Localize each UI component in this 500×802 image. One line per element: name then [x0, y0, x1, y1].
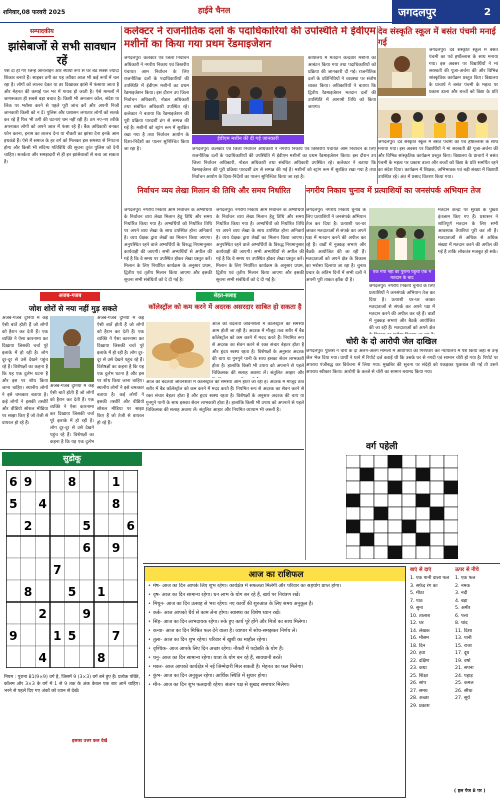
sudoku-cell	[79, 470, 94, 492]
crossword-cell[interactable]	[374, 507, 388, 520]
crossword-cell[interactable]	[360, 533, 374, 546]
sudoku-cell	[79, 624, 94, 646]
ajab-body: अजब-गजब दुनिया में कई ऐसी बातें होती हैं जो लोगों को हैरान कर देती हैं। एक व्यक्ति ने ऐसा कारनामा कर दिखाया जिसकी चर्चा पूरे इलाके में हो रही है। लोग दूर-दूर से उसे देखने पहुंच रहे हैं। विशेषज्ञों का कहना है कि यह एक दुर्लभ घटना है और इस पर शोध किया जाना चाहिए। स्थानीय लोगों ने इसे चमत्कार बताया है। कई लोगों ने इसकी तस्वीरें और वीडियो सोशल मीडिया पर साझा किए हैं जो तेजी से वायरल हो रहे हैं।	[2, 316, 48, 426]
sudoku-cell	[109, 646, 124, 668]
campaign-headline: नगरीय निकाय चुनाव में प्रत्याशियों का जनसंपर्क अभियान तेज	[306, 186, 481, 195]
health-photo-ginger	[146, 322, 210, 378]
sudoku-cell	[50, 470, 65, 492]
crossword-cell[interactable]	[360, 481, 374, 494]
sudoku-cell	[50, 602, 65, 624]
campaign-photo-caption: एक गया नहीं की पुराना पहुंचा एक में मतदान के बाद	[369, 270, 435, 282]
page-number: 2	[484, 7, 491, 18]
sudoku-cell	[123, 536, 138, 558]
crossword-cell[interactable]	[374, 546, 388, 559]
lead-body: जगदलपुर। कलेक्टर एवं जिला निर्वाचन अधिकारी ने नगरीय निकाय एवं त्रिस्तरीय पंचायत आम निर्वाचन के लिए राजनीतिक दलों के पदाधिकारियों की उपस्थिति में ईवीएम मशीनों का प्रथम रेंडमाइजेशन किया। इस दौरान उप जिला निर्वाचन अधिकारी, नोडल अधिकारी तथा संबंधित अधिकारी उपस्थित रहे। कलेक्टर ने बताया कि रेंडमाइजेशन की पूरी प्रक्रिया पारदर्शी ढंग से सम्पन्न की गई है। मशीनों को स्ट्रांग रूम में सुरक्षित रखा गया है तथा निर्वाचन आयोग के दिशा-निर्देशों का पालन सुनिश्चित किया जा रहा है।	[124, 56, 189, 152]
crossword-clue: 6. पत्ता	[455, 613, 469, 619]
sudoku-cell	[35, 558, 50, 580]
clues-answer-note: ( हल पेज 8 पर )	[454, 789, 486, 794]
bullet-icon: •	[148, 609, 151, 616]
school-body: जगदलपुर। देव संस्कृति स्कूल में बसंत पंचमी का पर्व हर्षोल्लास के साथ मनाया गया। इस अवसर पर विद्यार्थियों ने मां सरस्वती की पूजा-अर्चना की और विभिन्न सांस्कृतिक कार्यक्रम प्रस्तुत किए। विद्यालय के प्राचार्य ने बसंत पंचमी के महत्व पर प्रकाश डाला और बच्चों को विद्या के प्रति	[429, 48, 498, 95]
crossword-clue: 19. वर्षा	[455, 658, 471, 664]
crossword-cell[interactable]	[388, 468, 402, 481]
crossword-cell[interactable]	[430, 507, 444, 520]
sudoku-digit: 4	[38, 496, 47, 511]
sudoku-cell	[35, 514, 50, 536]
sudoku-digit: 5	[67, 584, 77, 599]
sudoku-cell	[94, 536, 109, 558]
sudoku-digit: 6	[126, 518, 135, 533]
crossword-clue: 18. दिन	[410, 643, 426, 649]
rashifal-line: • कुंभ- आज का दिन अनुकूल रहेगा। आर्थिक स्थिति में सुधार होगा।	[148, 672, 268, 679]
bullet-icon: •	[148, 583, 151, 589]
crossword-cell[interactable]	[388, 546, 402, 559]
election-headline: निर्वाचन व्यय लेखा मिलान की तिथि और समय निर्धारित	[137, 186, 291, 195]
rashifal-line: • मेष- आज का दिन आपके लिए शुभ रहेगा। कार्यक्षेत्र में सफलता मिलेगी और परिवार का सहयोग प्राप्त होगा।	[148, 583, 342, 589]
crossword-cell[interactable]	[360, 520, 374, 533]
crossword-clue: 1. एक पानी वाला फल	[410, 576, 450, 581]
sudoku-section	[2, 452, 142, 752]
crossword-cell[interactable]	[346, 533, 360, 546]
sudoku-cell	[79, 492, 94, 514]
sudoku-cell	[94, 492, 109, 514]
theft-body: जगदलपुर। पुलिस ने चोरी के दो अलग-अलग मामलों में आरोपियों को गिरफ्तार कर न्यायालय में पेश किया जहां से उन्हें जेल भेज दिया गया। प्रार्थी ने थाने में रिपोर्ट दर्ज कराई थी कि उसके घर से नगदी एवं सामान चोरी हो गया है। रिपोर्ट पर अपराध पंजीबद्ध कर विवेचना में लिया गया। मुखबिर की सूचना पर संदेही को पकड़कर पूछताछ की गई तो उसने अपराध स्वीकार किया। आरोपी के कब्जे से चोरी का सामान बरामद किया गया।	[306, 349, 498, 375]
crossword-clues	[410, 566, 498, 798]
sudoku-rules: नियम : पुराना 81(9×9) वर्ग है, जिसमें 9 (3×3) वर्ग बने हुए हैं। प्रत्येक पंक्ति, कॉलम और 3×3 के वर्ग में 1 से 9 तक के अंक केवल एक बार आने चाहिए। भरने से पहले दिए गए अंकों को ध्यान से देखें।	[4, 675, 140, 695]
school-story	[378, 26, 498, 184]
sudoku-cell	[50, 646, 65, 668]
sudoku-cell	[109, 558, 124, 580]
crossword-cell[interactable]	[388, 481, 402, 494]
crossword-clue: 8. चांद	[455, 621, 468, 627]
sudoku-cell	[35, 580, 50, 602]
school-photo	[378, 48, 426, 96]
bullet-icon: •	[148, 591, 151, 598]
sudoku-cell	[109, 580, 124, 602]
campaign-body: जगदलपुर। नगरीय निकाय चुनाव के लिए प्रत्याशियों ने जनसंपर्क अभियान तेज कर दिया है। प्रत्याशी घर-घर जाकर मतदाताओं से संपर्क कर अपने पक्ष में मतदान करने की अपील कर रहे हैं। वार्डों में नुक्कड़ सभाएं और बैठकें आयोजित की जा रही हैं। मतदाताओं को अपने क्षेत्र के विकास का भरोसा दिलाया जा रहा है। चुनाव प्रचार के अंतिम दिनों में सभी दलों ने अपनी पूरी ताकत झोंक दी है।	[306, 208, 366, 283]
sudoku-cell	[65, 492, 80, 514]
sudoku-digit: 5	[82, 518, 91, 533]
clues-down-list	[455, 575, 498, 787]
crossword-clue: 27. समय	[410, 688, 428, 694]
sudoku-digit: 8	[23, 584, 33, 599]
sudoku-digit: 5	[67, 628, 77, 643]
crossword-section	[306, 441, 498, 561]
crossword-cell[interactable]	[444, 520, 458, 533]
crossword-cell[interactable]	[360, 455, 374, 468]
rashifal-line: • मकर- आज आपको कार्यक्षेत्र में नई जिम्मेदारी मिल सकती है। मेहनत का फल मिलेगा।	[148, 663, 304, 670]
sudoku-cell	[123, 624, 138, 646]
crossword-cell[interactable]	[402, 533, 416, 546]
crossword-cell[interactable]	[346, 546, 360, 559]
crossword-clue: 24. पहाड़	[455, 673, 473, 679]
crossword-cell[interactable]	[388, 507, 402, 520]
bullet-icon: •	[148, 681, 151, 688]
crossword-clue: 11. दिशा	[455, 628, 473, 634]
crossword-cell[interactable]	[430, 546, 444, 559]
ajab-gajab-section	[2, 292, 144, 447]
crossword-clue: 29. प्रकाश	[410, 703, 430, 709]
sudoku-cell	[21, 624, 36, 646]
bullet-icon: •	[148, 618, 151, 625]
crossword-clue: 23. कथा	[410, 666, 427, 672]
theft-story	[306, 336, 498, 439]
crossword-cell[interactable]	[444, 507, 458, 520]
theft-headline: चोरी के दो आरोपी जेल दाखिल	[346, 337, 437, 346]
sudoku-digit: 2	[38, 606, 47, 621]
election-story	[124, 182, 304, 286]
lead-photo	[192, 56, 304, 134]
sudoku-digit: 6	[9, 474, 18, 489]
crossword-cell[interactable]	[402, 546, 416, 559]
crossword-cell[interactable]	[416, 494, 430, 507]
crossword-clue: 25. शिक्षा	[410, 673, 428, 679]
school-headline: देव संस्कृति स्कूल में बसंत पंचमी मनाई गई	[378, 26, 496, 47]
sudoku-cell	[79, 580, 94, 602]
rashifal-line: • धनु- आज का दिन सामान्य रहेगा। यात्रा के योग बन रहे हैं, सावधानी बरतें।	[148, 654, 283, 661]
sudoku-cell	[65, 536, 80, 558]
masthead-paper-name: हाईवे चैनल	[198, 6, 231, 15]
crossword-cell[interactable]	[346, 455, 360, 468]
masthead-city: जगदलपुर	[398, 6, 437, 19]
bullet-icon: •	[148, 636, 151, 643]
crossword-cell[interactable]	[360, 507, 374, 520]
sudoku-cell	[94, 470, 109, 492]
crossword-cell[interactable]	[374, 533, 388, 546]
crossword-label: वर्ग पहेली	[366, 442, 398, 452]
lead-body-continued: जगदलपुर। कलेक्टर एवं जिला निर्वाचन अधिकारी ने नगरीय निकाय एवं त्रिस्तरीय पंचायत आम निर्वाचन के लिए राजनीतिक दलों के पदाधिकारियों की उपस्थिति में ईवीएम मशीनों का प्रथम रेंडमाइजेशन किया। इस दौरान उप जिला निर्वाचन अधिकारी, नोडल अधिकारी तथा संबंधित अधिकारी उपस्थित रहे। कलेक्टर ने बताया कि रेंडमाइजेशन की पूरी प्रक्रिया पारदर्शी ढंग से सम्पन्न की गई है। मशीनों को स्ट्रांग रूम में सुरक्षित रखा गया है तथा निर्वाचन आयोग के दिशा-निर्देशों का पालन सुनिश्चित किया जा रहा है।	[192, 147, 376, 180]
crossword-clue: 28. अच्छा	[410, 696, 429, 702]
sudoku-digit: 8	[111, 496, 121, 511]
rashifal-line: • कर्क- आज आपको धैर्य से काम लेना होगा। स्वास्थ्य का विशेष ध्यान रखें।	[148, 609, 281, 616]
sudoku-digit: 2	[23, 518, 33, 533]
sudoku-cell	[109, 602, 124, 624]
sudoku-cell	[50, 536, 65, 558]
sudoku-cell	[123, 470, 138, 492]
clues-across-list	[410, 575, 454, 787]
bullet-icon: •	[148, 654, 151, 661]
sudoku-digit: 4	[38, 650, 47, 665]
crossword-cell[interactable]	[346, 494, 360, 507]
crossword-cell[interactable]	[346, 507, 360, 520]
crossword-clue: 13. पानी	[455, 636, 472, 642]
sudoku-digit: 1	[97, 584, 106, 599]
crossword-cell[interactable]	[416, 481, 430, 494]
crossword-cell[interactable]	[444, 546, 458, 559]
sudoku-cell	[94, 514, 109, 536]
crossword-clue: 22. दक्षिण	[410, 658, 430, 664]
crossword-cell[interactable]	[444, 494, 458, 507]
sudoku-cell	[123, 580, 138, 602]
crossword-cell[interactable]	[416, 533, 430, 546]
campaign-photo	[369, 208, 435, 270]
sudoku-cell	[65, 558, 80, 580]
crossword-clue: 20. हवा	[410, 651, 426, 657]
crossword-cell[interactable]	[374, 455, 388, 468]
health-section	[146, 292, 304, 447]
crossword-clue: 7. पाठ	[410, 598, 423, 604]
crossword-cell[interactable]	[402, 494, 416, 507]
health-headline: कॉलेस्ट्रॉल को कम करने में अदरक असरदार साबित हो सकता है	[148, 303, 302, 311]
bullet-icon: •	[148, 663, 151, 670]
crossword-cell[interactable]	[430, 468, 444, 481]
rashifal-label: आज का राशिफल	[145, 567, 406, 581]
sudoku-cell	[94, 624, 109, 646]
crossword-cell[interactable]	[444, 468, 458, 481]
crossword-cell[interactable]	[402, 520, 416, 533]
sudoku-cell	[79, 558, 94, 580]
crossword-clue: 3. सफ़ेद रंग का	[410, 583, 438, 589]
lead-body-col3: कार्यालय में मतदान केन्द्रवार मशीनों का आबंटन किया गया तथा पदाधिकारियों को प्रक्रिया की जानकारी दी गई। राजनीतिक दलों के प्रतिनिधियों ने व्यवस्था पर संतोष व्यक्त किया। अधिकारियों ने बताया कि द्वितीय रेंडमाइजेशन मतदान दलों की उपस्थिति में आगामी तिथि को किया जाएगा।	[308, 56, 376, 110]
masthead-edition	[392, 0, 500, 24]
crossword-cell[interactable]	[416, 520, 430, 533]
rashifal-line: • कन्या- आज का दिन मिश्रित फल देने वाला है। व्यापार में सोच-समझकर निर्णय लें।	[148, 627, 298, 634]
rashifal-list	[148, 583, 404, 797]
sudoku-cell	[35, 536, 50, 558]
campaign-story	[306, 186, 498, 334]
sudoku-digit: 9	[9, 628, 18, 643]
sudoku-cell	[123, 558, 138, 580]
sudoku-cell	[6, 580, 21, 602]
sudoku-digit: 9	[23, 474, 33, 489]
crossword-clue: 21. सपना	[455, 666, 474, 672]
campaign-body-col3: मतदान केन्द्रों पर सुरक्षा के पुख्ता इंतजाम किए गए हैं। प्रशासन ने शांतिपूर्ण मतदान के लिए सभी आवश्यक तैयारियां पूरी कर ली हैं। मतदाताओं से अधिक से अधिक संख्या में मतदान करने की अपील की गई है ताकि लोकतंत्र मजबूत हो सके।	[438, 208, 498, 255]
school-body-continued: जगदलपुर। देव संस्कृति स्कूल में बसंत पंचमी का पर्व हर्षोल्लास के साथ मनाया गया। इस अवसर पर विद्यार्थियों ने मां सरस्वती की पूजा-अर्चना की और विभिन्न सांस्कृतिक कार्यक्रम प्रस्तुत किए। विद्यालय के प्राचार्य ने बसंत पंचमी के महत्व पर प्रकाश डाला और बच्चों को विद्या के प्रति समर्पित रहने का संदेश दिया। कार्यक्रम में शिक्षक, अभिभावक एवं बड़ी संख्या में विद्यार्थी उपस्थित रहे। अंत में प्रसाद वितरण किया गया।	[378, 140, 498, 180]
election-body: जगदलपुर। नगरीय निकाय आम निर्वाचन के अभ्यर्थियों के निर्वाचन व्यय लेखा मिलान हेतु तिथि और समय निर्धारित किया गया है। अभ्यर्थियों को निर्धारित तिथि पर अपने व्यय लेखा के साथ उपस्थित होना अनिवार्य है। व्यय प्रेक्षक द्वारा लेखों का मिलान किया जाएगा। अनुपस्थित रहने वाले अभ्यर्थियों के विरुद्ध नियमानुसार कार्यवाही की जाएगी। सभी अभ्यर्थियों से अपील की गई है कि वे समय पर उपस्थित होकर लेखा प्रस्तुत करें। मिलान के लिए निर्धारित कार्यक्रम के अनुसार प्रथम, द्वितीय एवं तृतीय मिलान किया जाएगा और इसकी सूचना सभी संबंधितों को दे दी गई है।	[124, 208, 212, 283]
bullet-icon: •	[148, 627, 151, 634]
crossword-clue: 26. सीधा	[455, 688, 473, 694]
sudoku-cell	[6, 536, 21, 558]
editorial-label: सम्पादकीय	[30, 27, 54, 37]
sudoku-cell	[109, 514, 124, 536]
rashifal-line: • तुला- आज का दिन शुभ रहेगा। परिवार में खुशी का माहौल रहेगा।	[148, 636, 268, 643]
sudoku-cell	[65, 514, 80, 536]
crossword-cell[interactable]	[374, 494, 388, 507]
crossword-clue: 17. दूध	[455, 651, 470, 657]
sudoku-cell	[50, 514, 65, 536]
crossword-cell[interactable]	[444, 533, 458, 546]
crossword-clue: 27. सूर्य	[455, 696, 470, 702]
crossword-grid-svg	[346, 455, 458, 559]
crossword-clue: 5. मीठा	[410, 591, 424, 597]
crossword-clue: 26. सांप	[410, 681, 426, 687]
sudoku-cell	[123, 492, 138, 514]
crossword-cell[interactable]	[416, 507, 430, 520]
sudoku-cell	[50, 580, 65, 602]
sudoku-digit: 1	[53, 628, 62, 643]
crossword-cell[interactable]	[388, 533, 402, 546]
sudoku-digit: 9	[82, 606, 91, 621]
campaign-body-col2: जगदलपुर। नगरीय निकाय चुनाव के लिए प्रत्याशियों ने जनसंपर्क अभियान तेज कर दिया है। प्रत्याशी घर-घर जाकर मतदाताओं से संपर्क कर अपने पक्ष में मतदान करने की अपील कर रहे हैं। वार्डों में नुक्कड़ सभाएं और बैठकें आयोजित की जा रही हैं। मतदाताओं को अपने क्षेत्र	[369, 284, 435, 331]
crossword-cell[interactable]	[360, 468, 374, 481]
crossword-cell[interactable]	[346, 520, 360, 533]
clues-down-label: ऊपर से नीचे	[455, 567, 479, 573]
sudoku-cell	[21, 646, 36, 668]
health-body-continued: आज की बदलती जीवनशैली में कॉलेस्ट्रॉल की समस्या आम होती जा रही है। अदरक में मौजूद तत्व शरीर में बैड कॉलेस्ट्रॉल को कम करने में मदद करते हैं। नियमित रूप से अदरक का सेवन करने से रक्त संचार बेहतर होता है और हृदय स्वस्थ रहता है। विशेषज्ञों के अनुसार अदरक की चाय या गुनगुने पानी के साथ इसका सेवन लाभकारी होता है। हालांकि किसी भी उपाय को अपनाने से पहले चिकित्सक की सलाह अवश्य लें। संतुलित आहार और नियमित व्यायाम भी जरूरी है।	[146, 380, 304, 413]
sudoku-digit: 9	[111, 540, 121, 555]
ajab-headline: जोश शोरों से नया नहीं मुड़ सकते	[28, 304, 118, 313]
crossword-grid	[346, 455, 458, 559]
clues-across-label: बाएं से दाएं	[410, 567, 432, 573]
sudoku-cell	[123, 602, 138, 624]
crossword-clue: 14. लेखक	[410, 628, 430, 634]
crossword-cell[interactable]	[346, 468, 360, 481]
masthead-date: शनिवार,08 फरवरी 2025	[3, 9, 66, 16]
lead-headline: कलेक्टर ने राजनीतिक दलों के पदाधिकारियों की उपस्थिति में ईवीएम मशीनों का किया गया प्रथम रेंडमाइजेशन	[124, 26, 376, 50]
health-body: आज की बदलती जीवनशैली में कॉलेस्ट्रॉल की समस्या आम होती जा रही है। अदरक में मौजूद तत्व शरीर में बैड कॉलेस्ट्रॉल को कम करने में मदद करते हैं। नियमित रूप से अदरक का सेवन करने से रक्त संचार बेहतर होता है और हृदय स्वस्थ रहता है। विशेषज्ञों के अनुसार अदरक की चाय या गुनगुने पानी के साथ इसका सेवन लाभकारी होता है। हालांकि किसी भी उपाय को अपनाने से पहले चिकित्सक की सलाह अवश्य लें। संतुलित आहार और	[212, 322, 304, 376]
crossword-cell[interactable]	[416, 468, 430, 481]
crossword-clue: 1. एक फल	[455, 576, 476, 581]
sudoku-cell	[6, 646, 21, 668]
crossword-cell[interactable]	[430, 520, 444, 533]
crossword-cell[interactable]	[388, 494, 402, 507]
ajab-photo	[50, 316, 94, 382]
crossword-cell[interactable]	[374, 520, 388, 533]
crossword-cell[interactable]	[416, 546, 430, 559]
rashifal-line: • सिंह- आज का दिन लाभदायक रहेगा। रुके हुए कार्य पूरे होंगे और मित्रों का साथ मिलेगा।	[148, 618, 307, 625]
sudoku-cell	[21, 602, 36, 624]
bullet-icon: •	[148, 645, 151, 652]
sudoku-cell	[35, 470, 50, 492]
sudoku-digit: 7	[53, 562, 62, 577]
crossword-cell[interactable]	[416, 455, 430, 468]
crossword-cell[interactable]	[444, 455, 458, 468]
crossword-clue: 15. राजा	[455, 643, 472, 649]
ajab-label: अजब-गजब	[40, 292, 100, 301]
crossword-clue: 10. तालाब	[410, 613, 430, 619]
rashifal-line: • मिथुन- आज का दिन उत्साह से भरा रहेगा। नए कार्यों की शुरुआत के लिए समय अनुकूल है।	[148, 600, 314, 607]
ajab-body-col3: अजब-गजब दुनिया में कई ऐसी बातें होती हैं जो लोगों को हैरान कर देती हैं। एक व्यक्ति ने ऐसा कारनामा कर दिखाया जिसकी चर्चा पूरे इलाके में हो रही है। लोग दूर-दूर से उसे देखने पहुंच रहे हैं। विशेषज्ञों का कहना है कि यह एक दुर्लभ घटना है और इस पर शोध किया जाना चाहिए। स्थानीय लोगों ने इसे चमत्कार बताया है। कई लोगों ने इसकी तस्वीरें और वीडियो सोशल मीडिया पर साझा किए हैं जो तेजी से वायरल हो रहे हैं।	[97, 316, 144, 426]
sudoku-cell	[79, 646, 94, 668]
crossword-cell[interactable]	[388, 520, 402, 533]
sudoku-digit: 1	[111, 474, 121, 489]
crossword-cell[interactable]	[374, 481, 388, 494]
crossword-cell[interactable]	[402, 507, 416, 520]
rashifal-line: • वृश्चिक- आज आपके लिए दिन अच्छा रहेगा। नौकरी में पदोन्नति के योग हैं।	[148, 645, 284, 652]
rashifal-line: • वृष- आज का दिन सामान्य रहेगा। धन लाभ के योग बन रहे हैं, खर्च पर नियंत्रण रखें।	[148, 591, 301, 598]
sudoku-grid	[6, 470, 138, 668]
crossword-clue: 2. नमक	[455, 583, 470, 589]
crossword-clue: 5. अमीर	[455, 606, 471, 612]
crossword-cell[interactable]	[388, 455, 402, 468]
sudoku-digit: 5	[9, 496, 18, 511]
election-body-col2: जगदलपुर। नगरीय निकाय आम निर्वाचन के अभ्यर्थियों के निर्वाचन व्यय लेखा मिलान हेतु तिथि और समय निर्धारित किया गया है। अभ्यर्थियों को निर्धारित तिथि पर अपने व्यय लेखा के साथ उपस्थित होना अनिवार्य है। व्यय प्रेक्षक द्वारा लेखों का मिलान किया जाएगा। अनुपस्थित रहने वाले अभ्यर्थियों के विरुद्ध नियमानुसार कार्यवाही की जाएगी। सभी अभ्यर्थियों से अपील की गई है कि वे समय पर उपस्थित होकर लेखा प्रस्तुत करें। मिलान के लिए निर्धारित कार्यक्रम के अनुसार प्रथम, द्वितीय एवं तृतीय मिलान किया जाएगा और इसकी सूचना सभी संबंधितों को दे दी गई है।	[216, 208, 304, 283]
sudoku-cell	[65, 602, 80, 624]
editorial-section	[2, 27, 119, 259]
sudoku-label: सुडोकू	[2, 452, 142, 466]
crossword-clue: 9. सुना	[410, 606, 423, 612]
sudoku-cell	[94, 558, 109, 580]
sudoku-cell	[6, 602, 21, 624]
sudoku-digit: 8	[97, 650, 106, 665]
crossword-clue: 3. नदी	[455, 591, 468, 597]
crossword-cell[interactable]	[374, 468, 388, 481]
crossword-cell[interactable]	[402, 468, 416, 481]
sudoku-cell	[6, 558, 21, 580]
crossword-cell[interactable]	[402, 455, 416, 468]
crossword-cell[interactable]	[430, 481, 444, 494]
bullet-icon: •	[148, 672, 151, 679]
crossword-cell[interactable]	[430, 533, 444, 546]
crossword-cell[interactable]	[430, 494, 444, 507]
sudoku-answer-note: इसका उत्तर कल देखें	[72, 739, 108, 744]
rashifal-line: • मीन- आज का दिन शुभ फलदायी रहेगा। संतान पक्ष से सुखद समाचार मिलेगा।	[148, 681, 290, 688]
crossword-clue: 12. घर	[410, 621, 424, 627]
crossword-cell[interactable]	[360, 546, 374, 559]
sudoku-cell	[21, 536, 36, 558]
sudoku-cell	[94, 602, 109, 624]
editorial-body: पैसे दो हो गए जिन्हें ऑनलाइन और स्थायी रूप से घर बैठे सबसे ज्यादा शिकार बनाते हैं। साइबर ठगी का यह तरीका आज भी कई रूपों में चल रहा है। लोगों को लालच देकर या डर दिखाकर झांसे में फंसाया जाता है और मेहनत की कमाई पल भर में गायब हो जाती है। ऐसे मामलों में जागरूकता ही सबसे बड़ा बचाव है। किसी भी अनजान कॉल, संदेश या लिंक पर भरोसा करने से पहले पूरी जांच करें और अपनी निजी जानकारी किसी को न दें। पुलिस और प्रशासन लगातार लोगों को सतर्क कर रहे हैं फिर भी ठगी की घटनाएं थम नहीं रही हैं। ठग नए-नए तरीके अपनाकर लोगों को अपने जाल में फंसा रहे हैं। बैंक अधिकारी बनकर फोन करना, इनाम का लालच देना या नौकरी का झांसा देना इनके आम हथकंडे हैं। ऐसे में समाज के हर वर्ग को मिलकर इस समस्या से निपटना होगा और किसी भी संदिग्ध गतिविधि की सूचना तुरंत पुलिस को देनी चाहिए। सतर्कता और समझदारी से ही इन झांसेबाजों से बचा जा सकता है।	[4, 69, 119, 165]
crossword-cell[interactable]	[444, 481, 458, 494]
crossword-clue: 25. कमल	[455, 681, 474, 687]
crossword-cell[interactable]	[346, 481, 360, 494]
sudoku-digit: 8	[67, 474, 77, 489]
crossword-clue: 4. बड़ा	[455, 598, 468, 604]
crossword-cell[interactable]	[360, 494, 374, 507]
health-label: सेहत-सलाह	[196, 292, 254, 301]
sudoku-grid-svg	[6, 470, 138, 668]
school-photo-2	[378, 98, 498, 138]
crossword-cell[interactable]	[430, 455, 444, 468]
lead-photo-caption: ईवीएम मशीन की दी गई जानकारी	[192, 135, 304, 144]
sudoku-cell	[65, 646, 80, 668]
sudoku-digit: 6	[82, 540, 91, 555]
sudoku-cell	[50, 492, 65, 514]
crossword-clue: 16. मौसम	[410, 636, 429, 642]
sudoku-cell	[6, 514, 21, 536]
crossword-cell[interactable]	[402, 481, 416, 494]
sudoku-cell	[21, 558, 36, 580]
bullet-icon: •	[148, 600, 151, 607]
ajab-body-col2: अजब-गजब दुनिया में कई ऐसी बातें होती हैं जो लोगों को हैरान कर देती हैं। एक व्यक्ति ने ऐसा कारनामा कर दिखाया जिसकी चर्चा पूरे इलाके में हो रही है। लोग दूर-दूर से उसे देखने पहुंच रहे हैं। विशेषज्ञों का कहना है कि यह एक दुर्लभ	[50, 384, 94, 445]
editorial-title: झांसेबाजों से सभी सावधान रहें	[8, 40, 116, 67]
masthead	[0, 0, 500, 24]
sudoku-cell	[35, 624, 50, 646]
rashifal-section	[144, 566, 406, 798]
sudoku-cell	[21, 492, 36, 514]
sudoku-digit: 7	[111, 628, 121, 643]
sudoku-cell	[123, 646, 138, 668]
